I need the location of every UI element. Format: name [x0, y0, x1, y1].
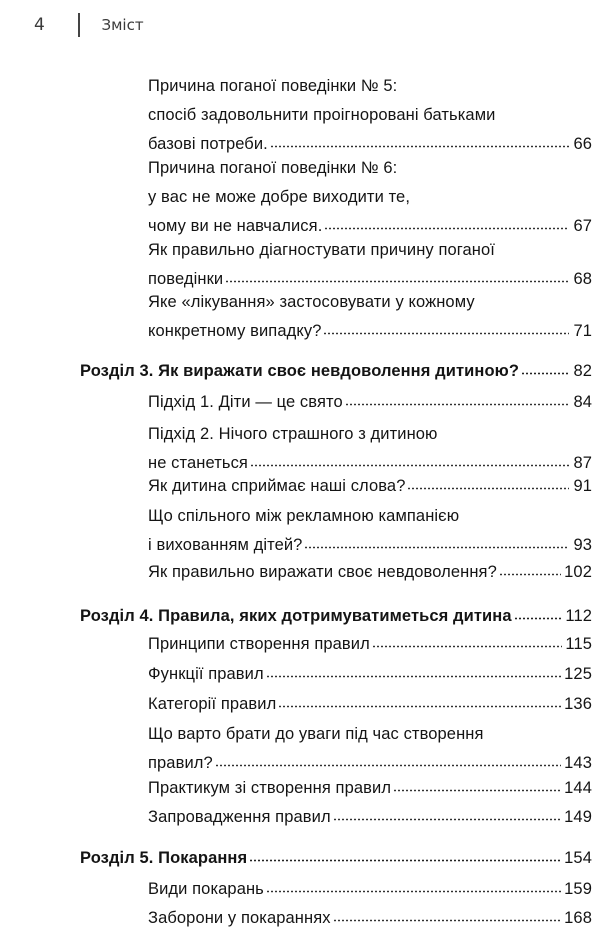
toc-entry-title-line: Підхід 1. Діти — це свято: [148, 393, 343, 411]
toc-page-number: 67: [573, 217, 592, 235]
toc-entry[interactable]: [148, 558, 592, 587]
toc-chapter-title: Розділ 5. Покарання: [80, 849, 248, 867]
dot-leader: [215, 763, 561, 768]
toc-entry-title-line: у вас не може добре виходити те,: [148, 188, 411, 206]
dot-leader: [333, 918, 562, 923]
section-title: Зміст: [101, 16, 144, 34]
toc-entry[interactable]: [148, 690, 592, 719]
dot-leader: [225, 279, 569, 284]
toc-page-number: 84: [573, 393, 592, 411]
toc-page-number: 144: [564, 779, 592, 797]
toc-entry[interactable]: [148, 72, 592, 159]
toc-entry-title-line: Що варто брати до уваги під час створення: [148, 725, 484, 743]
toc-entry-title-line: Яке «лікування» застосовувати у кожному: [148, 293, 475, 311]
toc-page-number: 71: [573, 322, 592, 340]
toc-page-number: 143: [564, 754, 592, 772]
toc-page-number: 125: [564, 665, 592, 683]
toc-entry[interactable]: [148, 774, 592, 803]
page-number: 4: [34, 15, 45, 35]
dot-leader: [521, 371, 569, 376]
toc-entry[interactable]: [148, 720, 592, 778]
dot-leader: [333, 817, 561, 822]
dot-leader: [499, 572, 561, 577]
toc-entry-title-line: Види покарань: [148, 880, 264, 898]
dot-leader: [514, 616, 563, 621]
toc-entry[interactable]: [148, 472, 592, 501]
toc-chapter-entry[interactable]: [80, 844, 592, 873]
toc-page-number: 159: [564, 880, 592, 898]
toc-entry-title-line: Запровадження правил: [148, 808, 331, 826]
toc-entry-title-line: Функції правил: [148, 665, 264, 683]
toc-entry[interactable]: [148, 803, 592, 832]
toc-page-number: 93: [573, 536, 592, 554]
toc-entry[interactable]: [148, 502, 592, 560]
toc-entry-title-line: конкретному випадку?: [148, 322, 322, 340]
toc-entry-title-line: Причина поганої поведінки № 5:: [148, 77, 398, 95]
toc-chapter-title: Розділ 3. Як виражати своє невдоволення дитиною?: [80, 362, 520, 380]
dot-leader: [324, 226, 569, 231]
toc-entry-title-line: Підхід 2. Нічого страшного з дитиною: [148, 425, 438, 443]
toc-entry-title-line: правил?: [148, 754, 213, 772]
toc-entry-title-line: Як правильно виражати своє невдоволення?: [148, 563, 497, 581]
toc-page-number: 112: [565, 607, 592, 625]
dot-leader: [393, 788, 561, 793]
toc-entry-title-line: Як дитина сприймає наші слова?: [148, 477, 406, 495]
dot-leader: [250, 463, 569, 468]
dot-leader: [266, 674, 561, 679]
toc-entry[interactable]: [148, 236, 592, 294]
dot-leader: [323, 331, 569, 336]
toc-entry-title-line: Що спільного між рекламною кампанією: [148, 507, 460, 525]
toc-entry[interactable]: [148, 904, 592, 933]
dot-leader: [266, 889, 561, 894]
toc-entry-title-line: базові потреби.: [148, 135, 268, 153]
toc-entry-title-line: поведінки: [148, 270, 224, 288]
toc-entry-title-line: Категорії правил: [148, 695, 277, 713]
toc-entry[interactable]: [148, 388, 592, 417]
toc-page-number: 66: [573, 135, 592, 153]
toc-entry-title-line: спосіб задовольнити проігноровані батьками: [148, 106, 496, 124]
toc-entry-title-line: Принципи створення правил: [148, 635, 370, 653]
toc-entry[interactable]: [148, 875, 592, 904]
dot-leader: [345, 402, 569, 407]
dot-leader: [407, 486, 569, 491]
toc-page-number: 115: [565, 635, 592, 653]
toc-entry[interactable]: [148, 630, 592, 659]
toc-entry-title-line: не станеться: [148, 454, 248, 472]
toc-chapter-title: Розділ 4. Правила, яких дотримуватиметься дитина: [80, 607, 512, 625]
toc-page-number: 87: [573, 454, 592, 472]
toc-chapter-entry[interactable]: [80, 357, 592, 386]
toc-entry-title-line: Заборони у покараннях: [148, 909, 331, 927]
dot-leader: [270, 144, 569, 149]
toc-chapter-entry[interactable]: [80, 602, 592, 631]
toc-entry-title-line: і вихованням дітей?: [148, 536, 303, 554]
toc-entry[interactable]: [148, 420, 592, 478]
dot-leader: [372, 644, 563, 649]
toc-page-number: 168: [564, 909, 592, 927]
toc-entry-title-line: Практикум зі створення правил: [148, 779, 392, 797]
toc-page-number: 149: [564, 808, 592, 826]
toc-page-number: 102: [564, 563, 592, 581]
dot-leader: [249, 858, 561, 863]
toc-entry-title-line: чому ви не навчалися.: [148, 217, 323, 235]
dot-leader: [304, 545, 569, 550]
toc-page-number: 68: [573, 270, 592, 288]
toc-entry[interactable]: [148, 154, 592, 241]
toc-page-number: 91: [573, 477, 592, 495]
toc-entry[interactable]: [148, 288, 592, 346]
toc-page-number: 82: [573, 362, 592, 380]
toc-entry-title-line: Як правильно діагностувати причину поганої: [148, 241, 495, 259]
toc-page-number: 136: [564, 695, 592, 713]
toc-entry-title-line: Причина поганої поведінки № 6:: [148, 159, 398, 177]
toc-page-number: 154: [564, 849, 592, 867]
dot-leader: [278, 704, 561, 709]
toc-entry[interactable]: [148, 660, 592, 689]
